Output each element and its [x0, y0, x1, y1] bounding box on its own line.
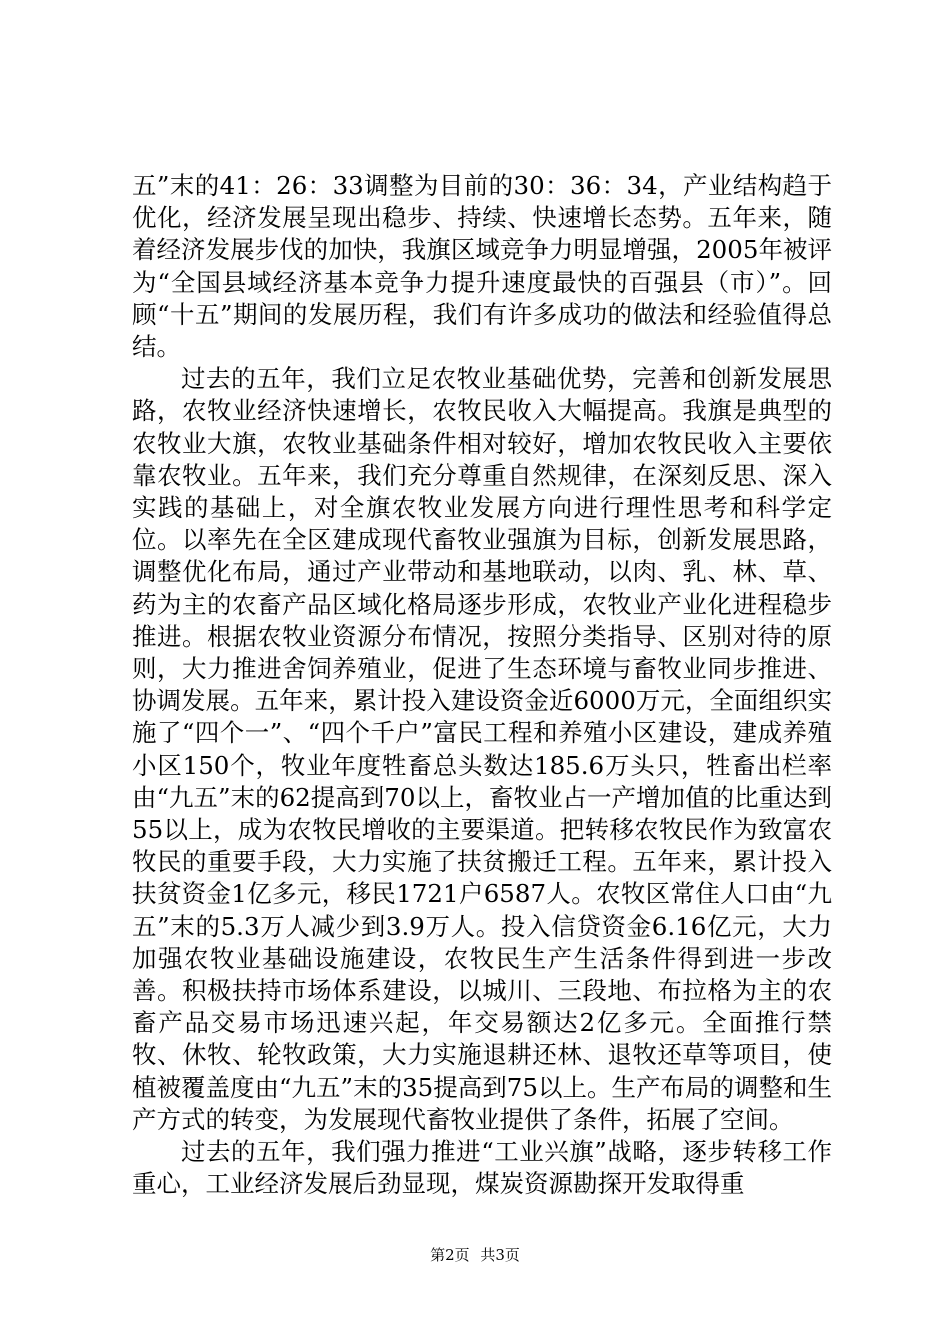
paragraph-agriculture: 过去的五年，我们立足农牧业基础优势，完善和创新发展思路，农牧业经济快速增长，农牧民收入大幅提高。我旗是典型的农牧业大旗，农牧业基础条件相对较好，增加农牧民收入主要依靠农牧业。五年来，我们充分尊重自然规律，在深刻反思、深入实践的基础上，对全旗农牧业发展方向进行理性思考和科学定位。以率先在全区建成现代畜牧业强旗为目标，创新发展思路，调整优化布局，通过产业带动和基地联动，以肉、乳、林、草、药为主的农畜产品区域化格局逐步形成，农牧业产业化进程稳步推进。根据农牧业资源分布情况，按照分类指导、区别对待的原则，大力推进舍饲养殖业，促进了生态环境与畜牧业同步推进、协调发展。五年来，累计投入建设资金近6000万元，全面组织实施了“四个一”、“四个千户”富民工程和养殖小区建设，建成养殖小区150个，牧业年度牲畜总头数达185.6万头只，牲畜出栏率由“九五”末的62提高到70以上，畜牧业占一产增加值的比重达到55以上，成为农牧民增收的主要渠道。把转移农牧民作为致富农牧民的重要手段，大力实施了扶贫搬迁工程。五年来，累计投入扶贫资金1亿多元，移民1721户6587人。农牧区常住人口由“九五”末的5.3万人减少到3.9万人。投入信贷资金6.16亿元，大力加强农牧业基础设施建设，农牧民生产生活条件得到进一步改善。积极扶持市场体系建设，以城川、三段地、布拉格为主的农畜产品交易市场迅速兴起，年交易额达2亿多元。全面推行禁牧、休牧、轮牧政策，大力实施退耕还林、退牧还草等项目，使植被覆盖度由“九五”末的35提高到75以上。生产布局的调整和生产方式的转变，为发展现代畜牧业提供了条件，拓展了空间。: [132, 364, 832, 1134]
page-total: 共3页: [480, 1246, 520, 1264]
paragraph-continuation: 五”末的41：26：33调整为目前的30：36：34，产业结构趋于优化，经济发展呈现出稳步、持续、快速增长态势。五年来，随着经济发展步伐的加快，我旗区域竞争力明显增强，2005年被评为“全国县域经济基本竞争力提升速度最快的百强县（市）”。回顾“十五”期间的发展历程，我们有许多成功的做法和经验值得总结。: [132, 171, 832, 362]
page-number: 第2页: [430, 1246, 470, 1264]
document-body: [132, 170, 832, 1201]
paragraph-industry: 过去的五年，我们强力推进“工业兴旗”战略，逐步转移工作重心，工业经济发展后劲显现，煤炭资源勘探开发取得重: [132, 1137, 832, 1199]
page-footer: [0, 1245, 950, 1265]
